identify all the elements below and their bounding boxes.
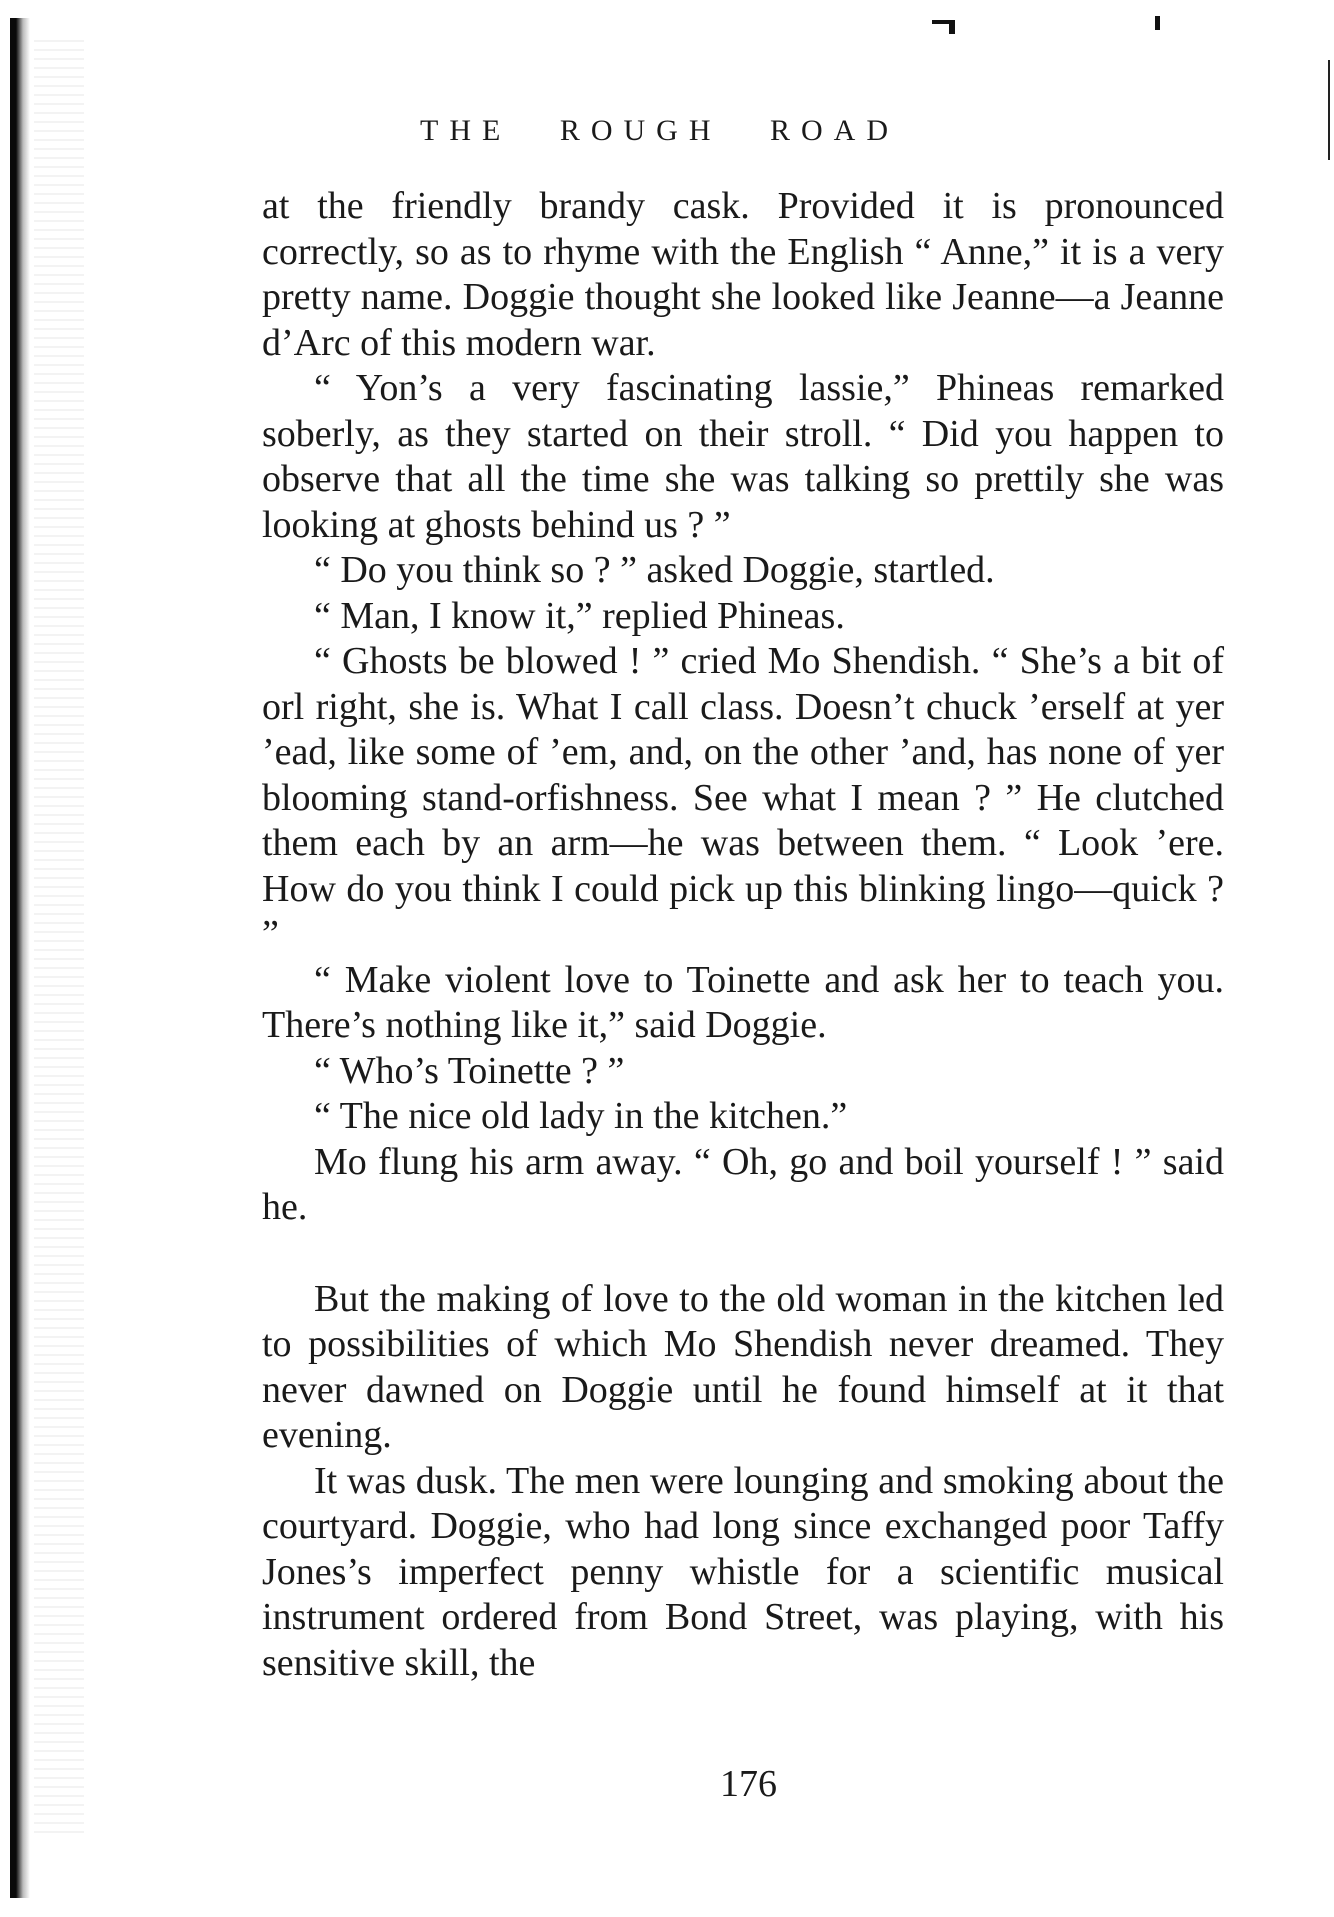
paragraph-3: “ Do you think so ? ” asked Doggie, startled. <box>314 549 995 591</box>
scan-mark-top-tick <box>949 20 955 34</box>
paragraph-4: “ Man, I know it,” replied Phineas. <box>314 594 845 637</box>
paragraph-11: It was dusk. The men were lounging and smoking about the courtyard. Doggie, who had long since exchanged poor Taffy Jones’s imperfect penny whistle for a scientific musical instrument ordered from Bond Street, was playing, with his sensitive skill, the <box>262 1459 1224 1684</box>
paragraph-10: But the making of love to the old woman in the kitchen led to possibilities of which Mo Shendish never dreamed. They never dawned on Doggie until he found himself at it that evening. <box>262 1277 1224 1456</box>
paragraph-9: Mo flung his arm away. “ Oh, go and boil yourself ! ” said he. <box>262 1140 1224 1228</box>
scan-mark-right-edge <box>1328 60 1330 160</box>
gutter-scan-noise <box>34 40 84 1840</box>
paragraph-2: “ Yon’s a very fascinating lassie,” Phineas remarked soberly, as they started on their stroll. “ Did you happen to observe that all the time she was talking so prettily she was looking at ghosts behind us ? ” <box>262 367 1224 546</box>
scan-mark-top-right <box>1155 16 1160 30</box>
paragraph-5: “ Ghosts be blowed ! ” cried Mo Shendish. “ She’s a bit of orl right, she is. What I call class. Doesn’t chuck ’erself at yer ’ead, like some of ’em, and, on the other ’and, has none of yer blooming stand-orfishness. See what I mean ? ” He clutched them each by an arm—he was between them. “ Look ’ere. How do you think I could pick up this blinking lingo—quick ? ” <box>262 640 1224 955</box>
page-number: 176 <box>720 1763 777 1805</box>
paragraph-1: at the friendly brandy cask. Provided it is pronounced correctly, so as to rhyme with the English “ Anne,” it is a very pretty name. Doggie thought she looked like Jeanne—a Jeanne d’Arc of this modern war. <box>262 185 1224 364</box>
body-text <box>262 184 1224 1686</box>
paragraph-8: “ The nice old lady in the kitchen.” <box>314 1095 848 1137</box>
paragraph-7: “ Who’s Toinette ? ” <box>314 1049 625 1092</box>
running-head: THE ROUGH ROAD <box>420 114 899 147</box>
paragraph-6: “ Make violent love to Toinette and ask her to teach you. There’s nothing like it,” said Doggie. <box>262 958 1224 1046</box>
section-break <box>262 1231 1224 1277</box>
binding-gutter-shadow <box>10 18 30 1898</box>
